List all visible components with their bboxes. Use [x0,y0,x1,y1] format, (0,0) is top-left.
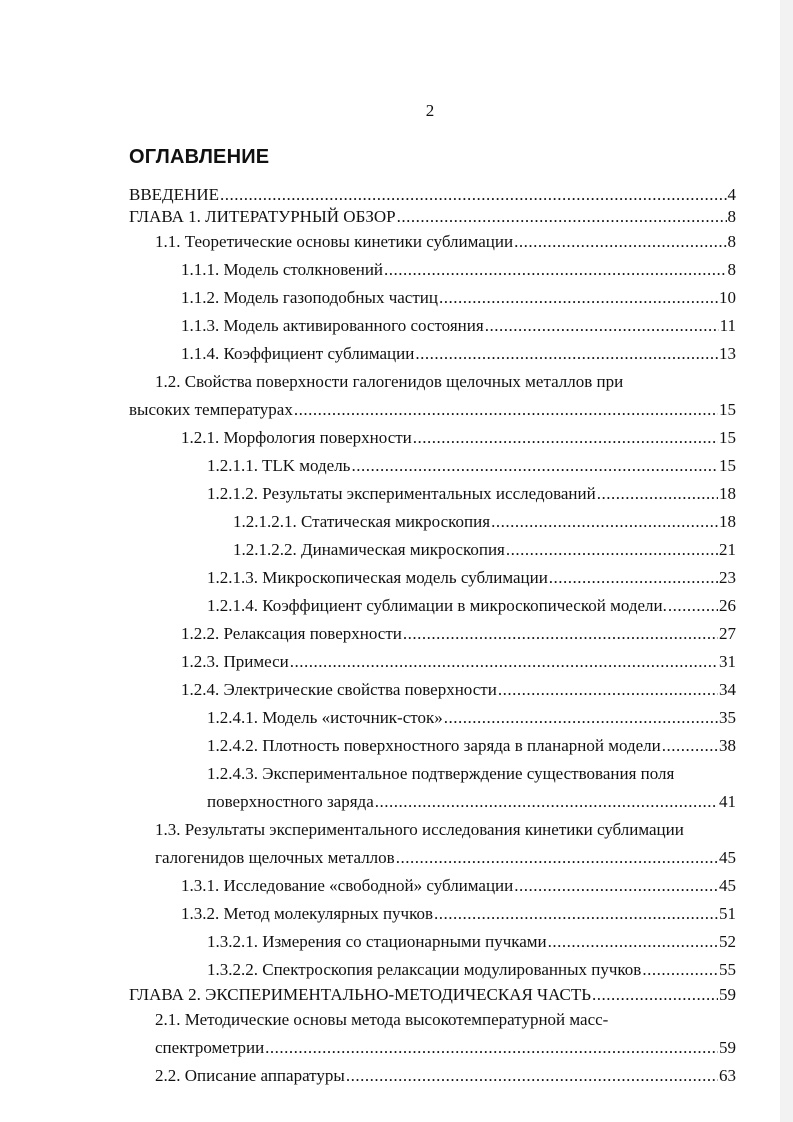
toc-entry[interactable] [129,452,736,480]
toc-entry-title-continuation: поверхностного заряда [207,792,374,811]
toc-entry-page: 15 [719,456,736,475]
toc-entry[interactable] [129,184,736,206]
toc-entry[interactable] [129,592,736,620]
toc-entry-page: 15 [719,428,736,447]
toc-entry-page: 10 [719,288,736,307]
toc-entry[interactable] [129,508,736,536]
toc-entry-page: 45 [719,876,736,895]
toc-entry-page: 23 [719,568,736,587]
toc-entry[interactable] [129,928,736,956]
toc-entry-title: ВВЕДЕНИЕ [129,185,219,204]
toc-entry-title: 1.3.1. Исследование «свободной» сублимации [181,876,514,895]
toc-entry-title-continuation: высоких температурах [129,400,293,419]
toc-entry-title: 1.3.2.1. Измерения со стационарными пучками [207,932,547,951]
dot-leader [592,984,718,1006]
toc-entry-page: 8 [727,207,736,226]
toc-entry-title: 1.2.1.2.1. Статическая микроскопия [233,512,491,531]
dot-leader [434,900,718,928]
toc-entry-title: 1.2.4.2. Плотность поверхностного заряда в планарной модели [207,736,661,755]
toc-entry-title: 1.3. Результаты экспериментального исследования кинетики сублимации [155,820,684,839]
toc-entry[interactable] [129,816,736,872]
toc-entry[interactable] [129,956,736,984]
toc-entry-page: 59 [719,1038,736,1057]
dot-leader [439,284,718,312]
toc-entry-title: 1.2. Свойства поверхности галогенидов щелочных металлов при [155,372,624,391]
dot-leader [485,312,719,340]
dot-leader [491,508,718,536]
toc-entry[interactable] [129,368,736,424]
toc-entry-title: ГЛАВА 2. ЭКСПЕРИМЕНТАЛЬНО-МЕТОДИЧЕСКАЯ ЧАСТЬ [129,985,592,1004]
toc-entry-title: 1.2.1.2. Результаты экспериментальных исследований [207,484,596,503]
toc-entry-title: 1.2.1.1. TLK модель [207,456,351,475]
dot-leader [514,228,726,256]
toc-entry-title: ГЛАВА 1. ЛИТЕРАТУРНЫЙ ОБЗОР [129,207,396,226]
toc-entry-page: 52 [719,932,736,951]
toc-entry-page: 8 [727,260,736,279]
toc-entry-title: 1.1. Теоретические основы кинетики сублимации [155,232,514,251]
toc-entry[interactable] [129,676,736,704]
toc-entry-page: 31 [719,652,736,671]
dot-leader [290,648,718,676]
dot-leader [415,340,718,368]
toc-entry-title: 1.3.2.2. Спектроскопия релаксации модулированных пучков [207,960,642,979]
toc-entry-page: 59 [719,985,736,1004]
dot-leader [597,480,718,508]
toc-entry-page: 34 [719,680,736,699]
toc-entry[interactable] [129,900,736,928]
page-edge [780,0,793,1122]
toc-entry[interactable] [129,620,736,648]
toc-entry-page: 55 [719,960,736,979]
dot-leader [220,184,727,206]
toc-entry-title: 1.2.4. Электрические свойства поверхности [181,680,497,699]
toc-entry-title: 1.1.2. Модель газоподобных частиц [181,288,438,307]
toc-entry[interactable] [129,564,736,592]
toc-entry[interactable] [129,206,736,228]
toc-entry-page: 18 [719,484,736,503]
toc-entry[interactable] [129,872,736,900]
dot-leader [498,676,718,704]
dot-leader [413,424,718,452]
dot-leader [662,732,718,760]
toc-entry[interactable] [129,984,736,1006]
dot-leader [642,956,718,984]
dot-leader [396,844,718,872]
toc-entry[interactable] [129,732,736,760]
toc-entry-title: 1.2.4.1. Модель «источник-сток» [207,708,443,727]
toc-entry-page: 8 [727,232,736,251]
toc-entry-page: 38 [719,736,736,755]
dot-leader [668,592,718,620]
toc-entry-title: 1.2.4.3. Экспериментальное подтверждение существования поля [207,764,675,783]
dot-leader [346,1062,718,1090]
toc-entry[interactable] [129,340,736,368]
toc-entry-page: 27 [719,624,736,643]
toc-entry-page: 45 [719,848,736,867]
toc-entry[interactable] [129,1062,736,1090]
toc-entry-page: 4 [727,185,736,204]
toc-entry-page: 11 [719,316,736,335]
dot-leader [444,704,718,732]
toc-entry-title: 1.2.1.2.2. Динамическая микроскопия [233,540,505,559]
toc-entry-page: 51 [719,904,736,923]
toc-entry-page: 13 [719,344,736,363]
toc-entry-title: 2.2. Описание аппаратуры [155,1066,345,1085]
page-number: 2 [425,101,435,120]
toc-entry-title: 1.1.3. Модель активированного состояния [181,316,484,335]
toc-entry[interactable] [129,704,736,732]
dot-leader [506,536,718,564]
toc-entry[interactable] [129,648,736,676]
dot-leader [384,256,726,284]
toc-entry-title: 1.2.2. Релаксация поверхности [181,624,402,643]
toc-entry-title: 1.2.1.4. Коэффициент сублимации в микроскопической модели. [207,596,667,615]
table-of-contents [129,184,736,1090]
toc-entry[interactable] [129,284,736,312]
toc-entry-title: 1.2.3. Примеси [181,652,289,671]
toc-entry-page: 15 [719,400,736,419]
toc-entry-page: 26 [719,596,736,615]
dot-leader [375,788,718,816]
dot-leader [265,1034,718,1062]
toc-entry-title: 2.1. Методические основы метода высокотемпературной масс- [155,1010,609,1029]
toc-entry-title: 1.1.1. Модель столкновений [181,260,384,279]
toc-entry[interactable] [129,536,736,564]
toc-entry[interactable] [129,312,736,340]
toc-entry-page: 18 [719,512,736,531]
toc-entry-page: 35 [719,708,736,727]
toc-entry-page: 21 [719,540,736,559]
toc-entry[interactable] [129,256,736,284]
toc-entry[interactable] [129,480,736,508]
toc-entry-title-continuation: галогенидов щелочных металлов [155,848,395,867]
dot-leader [294,396,718,424]
toc-entry[interactable] [129,228,736,256]
toc-entry-title: 1.2.1.3. Микроскопическая модель сублимации [207,568,548,587]
toc-entry[interactable] [129,424,736,452]
dot-leader [351,452,718,480]
toc-entry-title-continuation: спектрометрии [155,1038,265,1057]
dot-leader [397,206,727,228]
toc-entry-title: 1.2.1. Морфология поверхности [181,428,412,447]
toc-entry-page: 63 [719,1066,736,1085]
dot-leader [514,872,718,900]
dot-leader [403,620,718,648]
toc-entry-title: 1.3.2. Метод молекулярных пучков [181,904,434,923]
toc-entry-title: 1.1.4. Коэффициент сублимации [181,344,415,363]
toc-entry[interactable] [129,760,736,816]
toc-title: ОГЛАВЛЕНИЕ [129,146,270,168]
dot-leader [548,928,718,956]
toc-entry[interactable] [129,1006,736,1062]
dot-leader [549,564,718,592]
toc-entry-page: 41 [719,792,736,811]
